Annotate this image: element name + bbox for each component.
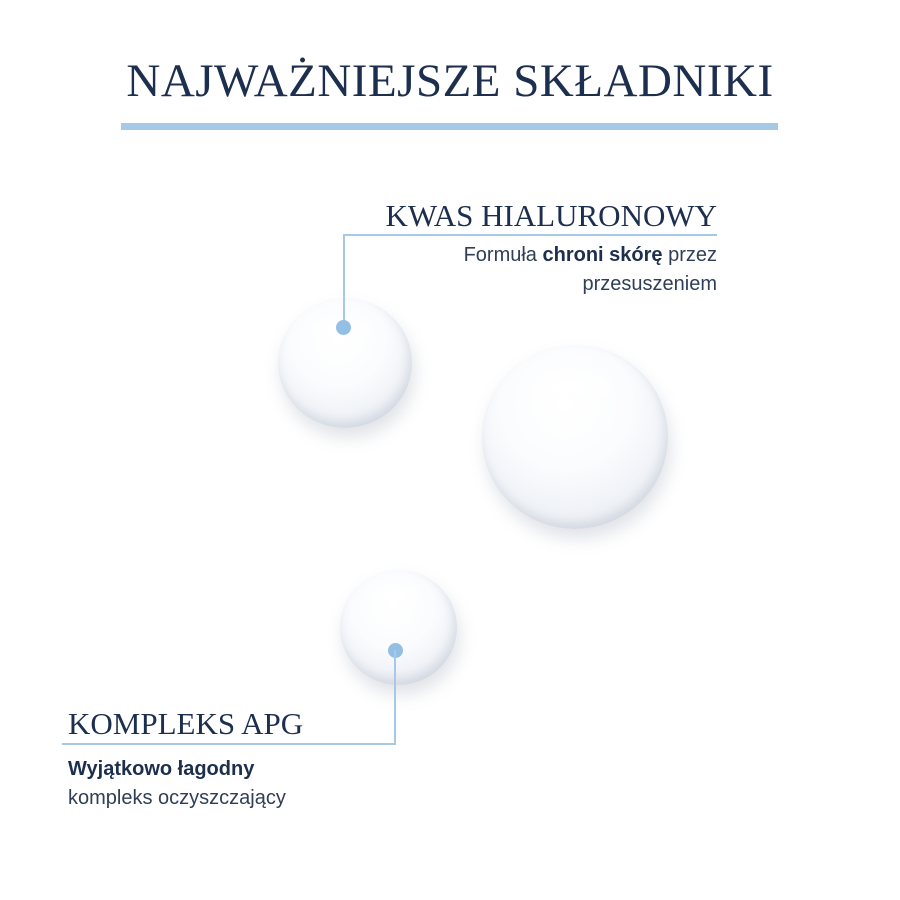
apg-connector-horizontal — [62, 743, 396, 745]
ha-desc-suffix: przez — [662, 244, 717, 266]
droplet-top-left — [278, 298, 412, 428]
apg-desc-line-2: kompleks oczyszczający — [68, 787, 286, 809]
apg-connector-vertical — [394, 650, 396, 745]
ha-desc-prefix: Formuła — [463, 244, 543, 266]
ingredient-desc-apg-complex — [68, 755, 286, 813]
ingredient-desc-hyaluronic-acid — [464, 241, 717, 299]
ingredient-heading-hyaluronic-acid: KWAS HIALURONOWY — [385, 198, 717, 233]
apg-desc-bold: Wyjątkowo łagodny — [68, 758, 255, 780]
ha-connector-vertical — [343, 234, 345, 328]
ha-desc-line-1 — [464, 241, 717, 270]
droplet-large-right — [482, 345, 668, 529]
page-title: NAJWAŻNIEJSZE SKŁADNIKI — [126, 55, 774, 107]
ingredient-heading-apg-complex: KOMPLEKS APG — [68, 706, 304, 741]
ha-desc-bold: chroni skórę — [542, 244, 663, 266]
apg-desc-line-1 — [68, 755, 286, 784]
title-underline — [121, 123, 778, 130]
droplet-bottom — [340, 570, 457, 685]
ha-desc-line-2: przesuszeniem — [582, 273, 717, 295]
ha-connector-dot — [336, 320, 351, 335]
ha-connector-horizontal — [343, 234, 717, 236]
